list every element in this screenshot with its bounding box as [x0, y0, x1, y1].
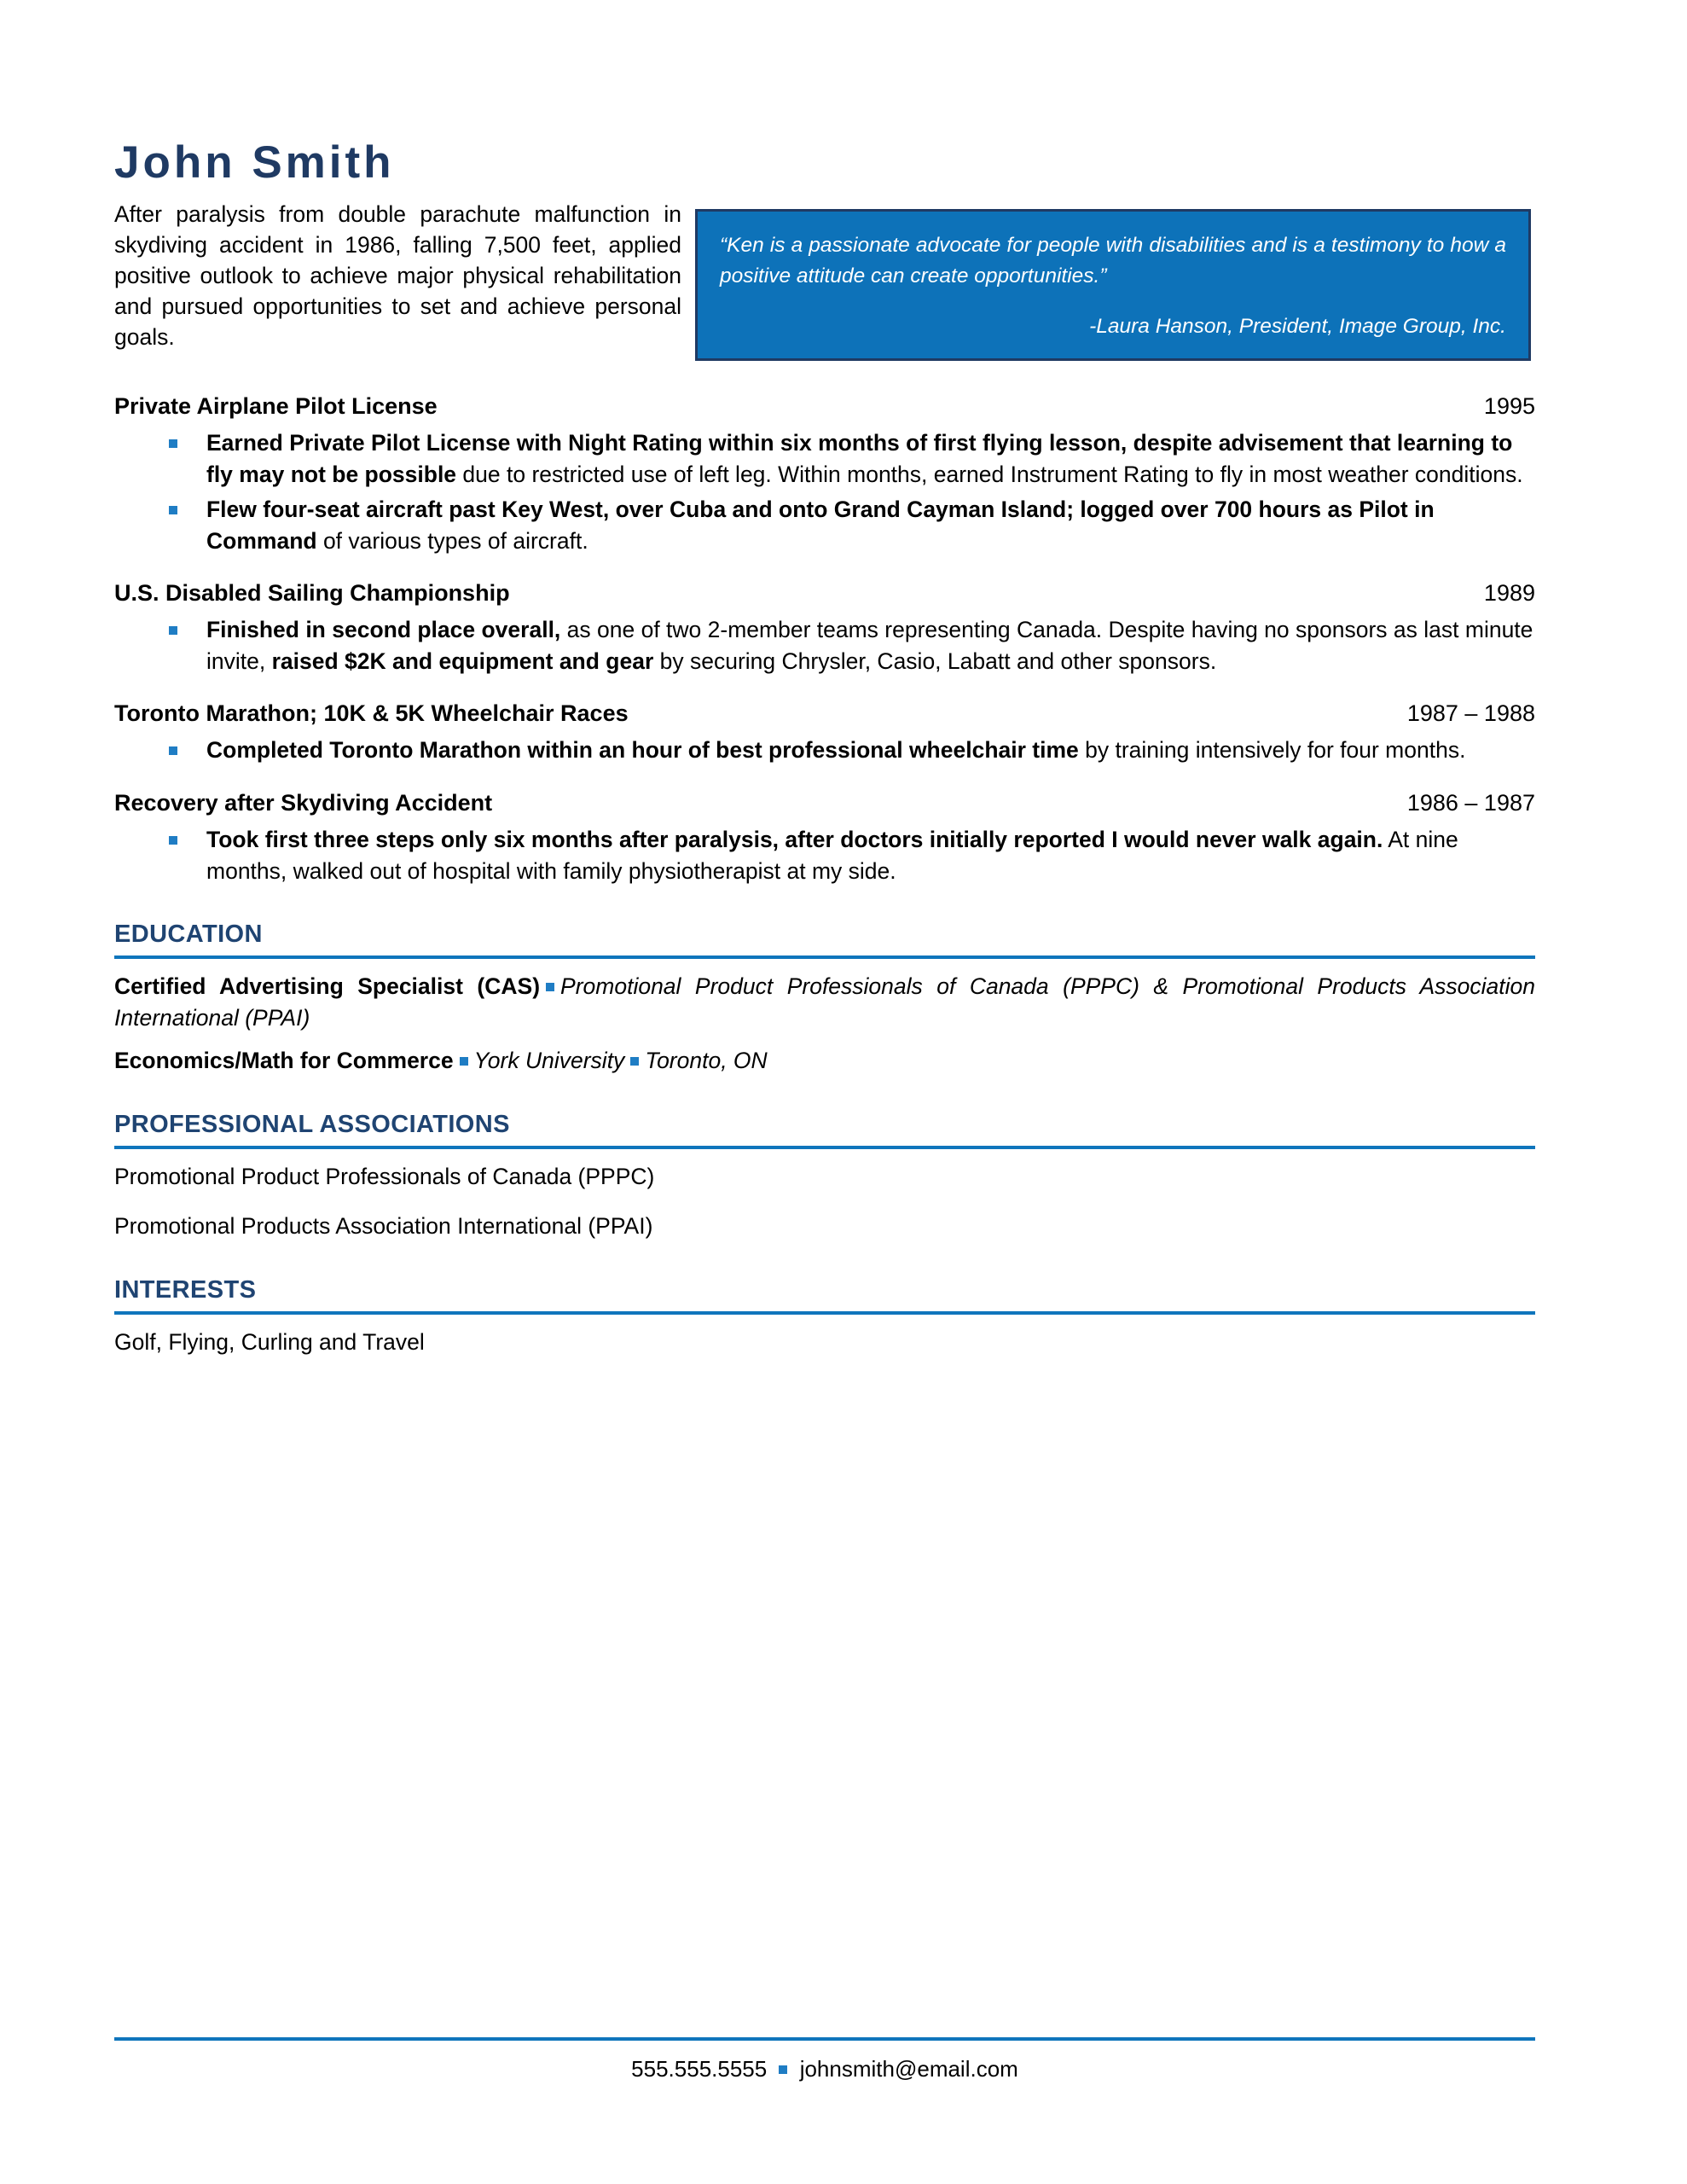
associations-list [114, 1161, 1535, 1242]
bullet-emphasis: Finished in second place overall, [206, 617, 561, 643]
entry-date: 1986 – 1987 [1406, 789, 1535, 816]
list-item [114, 735, 1535, 766]
square-bullet-icon [169, 626, 177, 635]
bullet-text: as one of two 2-member teams representing Canada. Despite having no sponsors as last minute invite, [206, 617, 1533, 674]
square-separator-icon [779, 2065, 787, 2074]
footer-email: johnsmith@email.com [799, 2056, 1018, 2082]
bullet-text: due to restricted use of left leg. Within months, earned Instrument Rating to fly in most weather conditions. [456, 461, 1523, 487]
entry-date: 1987 – 1988 [1406, 700, 1535, 727]
section-divider [114, 1311, 1535, 1315]
section-heading-professional-associations: PROFESSIONAL ASSOCIATIONS [114, 1110, 510, 1138]
section-heading-education: EDUCATION [114, 921, 263, 949]
section-heading-interests: INTERESTS [114, 1275, 257, 1304]
education-credential: Economics/Math for Commerce [114, 1048, 454, 1074]
entry-header [114, 580, 1535, 607]
entry-header [114, 700, 1535, 727]
summary-paragraph: After paralysis from double parachute malfunction in skydiving accident in 1986, falling 7,500 feet, applied positive outlook to achieve major physical rehabilitation and pursued opportunities to set and achieve personal goals. [114, 201, 681, 351]
square-separator-icon [460, 1057, 468, 1066]
list-item [114, 494, 1535, 556]
education-detail: Toronto, ON [645, 1048, 768, 1074]
entry-date: 1995 [1483, 393, 1535, 419]
association-item: Promotional Product Professionals of Canada (PPPC) [114, 1163, 655, 1189]
interests-list [114, 1327, 1535, 1358]
bullet-list [114, 427, 1535, 556]
experience-entry [114, 393, 1535, 556]
bullet-list [114, 735, 1535, 766]
quote-text: “Ken is a passionate advocate for people with disabilities and is a testimony to how a positive attitude can create opportunities.” [720, 234, 1506, 288]
bullet-emphasis: Completed Toronto Marathon within an hour of best professional wheelchair time [206, 737, 1079, 764]
page-footer [114, 2037, 1535, 2082]
bullet-text: of various types of aircraft. [316, 527, 588, 554]
bullet-text: by training intensively for four months. [1078, 737, 1466, 764]
bullet-emphasis: Earned Private Pilot License with Night Rating within six months of first flying lesson, despite advisement that learning to fly may not be possible [206, 430, 1513, 487]
bullet-list [114, 614, 1535, 677]
square-bullet-icon [169, 836, 177, 845]
footer-contact [114, 2056, 1535, 2082]
square-bullet-icon [169, 439, 177, 448]
experience-entry [114, 790, 1535, 886]
bullet-list [114, 824, 1535, 886]
section-divider [114, 956, 1535, 959]
education-detail: Promotional Product Professionals of Canada (PPPC) & Promotional Products Association International (PPAI) [114, 973, 1536, 1031]
bullet-emphasis: Flew four-seat aircraft past Key West, over Cuba and onto Grand Cayman Island; logged over 700 hours as Pilot in Command [206, 497, 1435, 554]
section-professional-associations [114, 1111, 1535, 1242]
square-separator-icon [630, 1057, 639, 1066]
entry-title: Recovery after Skydiving Accident [114, 789, 493, 816]
entry-title: Toronto Marathon; 10K & 5K Wheelchair Races [114, 700, 629, 727]
entry-header [114, 790, 1535, 816]
section-education [114, 921, 1535, 1077]
bullet-emphasis: raised $2K and equipment and gear [271, 648, 654, 674]
education-item [114, 971, 1535, 1033]
footer-phone: 555.555.5555 [631, 2056, 768, 2082]
education-detail: York University [473, 1048, 625, 1074]
section-divider [114, 1146, 1535, 1149]
list-item [114, 824, 1535, 886]
quote-attribution: -Laura Hanson, President, Image Group, Inc. [1089, 315, 1506, 339]
association-item: Promotional Products Association International (PPAI) [114, 1213, 653, 1240]
footer-divider [114, 2037, 1535, 2041]
entry-date: 1989 [1483, 580, 1535, 607]
list-item [114, 427, 1535, 490]
education-item [114, 1045, 1535, 1077]
header-row [114, 199, 1535, 369]
bullet-emphasis: Took first three steps only six months after paralysis, after doctors initially reported I would never walk again. [206, 826, 1383, 852]
bullet-text: by securing Chrysler, Casio, Labatt and other sponsors. [653, 648, 1217, 674]
education-credential: Certified Advertising Specialist (CAS) [114, 973, 541, 1000]
experience-entry [114, 700, 1535, 766]
list-item [114, 614, 1535, 677]
entry-title: U.S. Disabled Sailing Championship [114, 580, 510, 607]
interests-item: Golf, Flying, Curling and Travel [114, 1328, 425, 1355]
square-bullet-icon [169, 506, 177, 514]
testimonial-quote-box [695, 209, 1531, 361]
page-title: John Smith [114, 137, 395, 188]
square-separator-icon [546, 983, 554, 991]
entry-title: Private Airplane Pilot License [114, 393, 438, 419]
experience-entry [114, 580, 1535, 677]
bullet-text: At nine months, walked out of hospital with family physiotherapist at my side. [206, 826, 1458, 884]
entry-header [114, 393, 1535, 420]
square-bullet-icon [169, 746, 177, 755]
education-list [114, 971, 1535, 1077]
section-interests [114, 1276, 1535, 1358]
experience-list [114, 393, 1535, 886]
resume-content [114, 0, 1535, 1376]
